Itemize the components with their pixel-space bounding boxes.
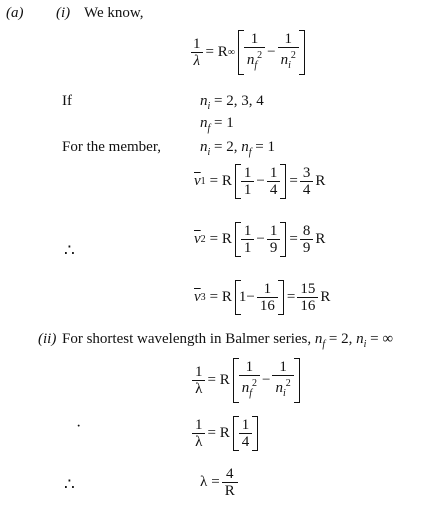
part-a-label: (a) — [6, 5, 24, 21]
v1-equation: $\overline{v}$ 1 = R $\frac{1}{1}$ − $\frac{1}{4}$ = $\frac{3}{4}$ R — [194, 165, 326, 198]
therefore-symbol: ∴ — [64, 241, 75, 260]
rydberg-equation: $\frac{1}{\lambda}$ = R ∞ $\frac{1}{n_f^2}$ − $\frac{1}{n_i^2}$ — [188, 30, 308, 75]
nf-value: $n_f = 1$ — [200, 115, 234, 134]
stray-dot: · — [76, 418, 82, 435]
therefore-symbol-2: ∴ — [64, 475, 75, 494]
for-member-text: For the member, — [62, 139, 161, 155]
ni-values: $n_i = 2$, 3, 4 — [200, 93, 264, 112]
shortest-wavelength-text: For shortest wavelength in Balmer series, $n_f = 2$, $n_i$ = ∞ — [62, 331, 394, 350]
v3-equation: $\overline{v}$ 3 = R 1 − $\frac{1}{16}$ = $\frac{15}{16}$ R — [194, 281, 331, 314]
balmer-equation: $\frac{1}{\lambda}$ = R $\frac{1}{n_f^2}$ − $\frac{1}{n_i^2}$ — [190, 358, 303, 403]
part-i-label: (i) — [56, 5, 71, 21]
lhs-fraction: $\frac{1}{\lambda}$ — [190, 36, 204, 69]
reduced-equation: $\frac{1}{\lambda}$ = R $\frac{1}{4}$ — [190, 416, 261, 451]
final-wavelength: λ = $\frac{4}{R}$ — [200, 466, 240, 499]
we-know-text: We know, — [84, 5, 144, 21]
if-label: If — [62, 93, 72, 109]
part-ii-label: (ii) — [38, 331, 57, 347]
bracket: $\frac{1}{n_f^2}$ − $\frac{1}{n_i^2}$ — [238, 30, 305, 75]
v2-equation: $\overline{v}$ 2 = R $\frac{1}{1}$ − $\frac{1}{9}$ = $\frac{8}{9}$ R — [194, 223, 326, 256]
member-condition: $n_i = 2$, $n_f = 1$ — [200, 139, 275, 158]
